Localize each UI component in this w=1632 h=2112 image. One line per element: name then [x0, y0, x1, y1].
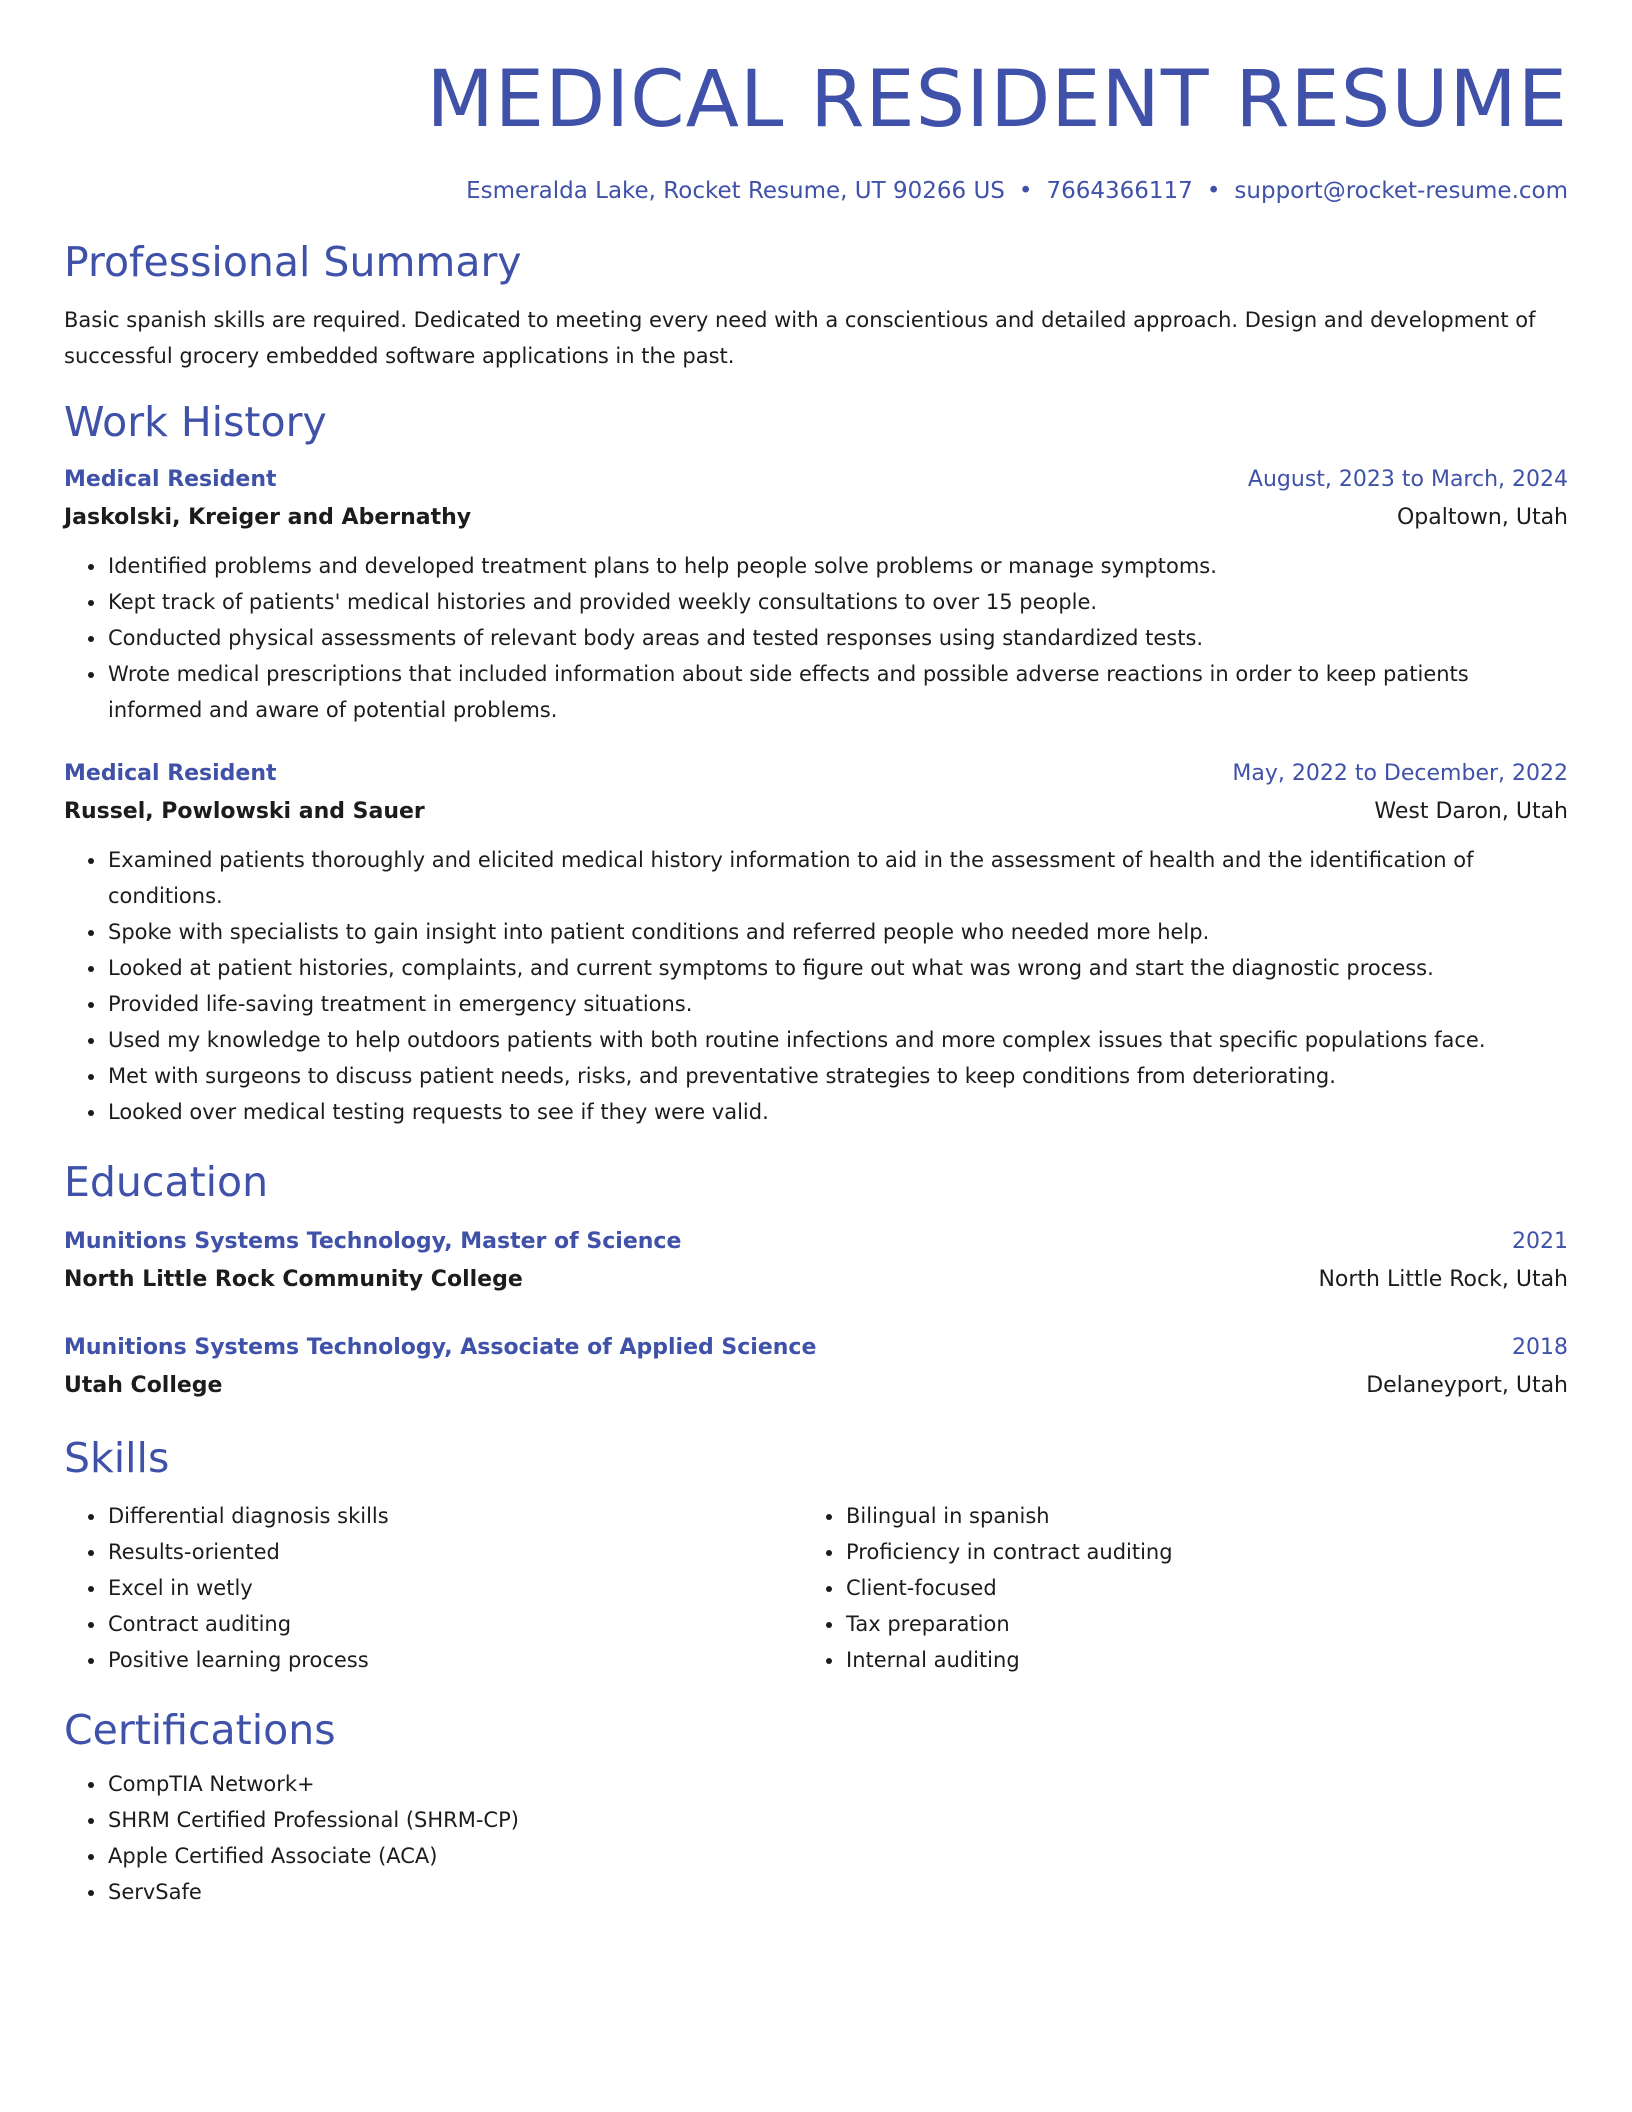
summary-heading: Professional Summary — [64, 238, 522, 286]
skill-item: • Client-focused — [845, 1570, 1540, 1606]
contact-address: Esmeralda Lake, Rocket Resume, UT 90266 US — [466, 178, 1005, 204]
graduation-year: 2021 — [1512, 1229, 1568, 1254]
education-section — [64, 1156, 1568, 1406]
degree-title: Munitions Systems Technology, Associate of Applied Science — [64, 1335, 817, 1360]
job-title: Medical Resident — [64, 761, 277, 786]
summary-section — [64, 236, 1568, 374]
skills-heading: Skills — [64, 1434, 170, 1482]
certifications-section — [64, 1704, 1568, 1910]
list-item: • Looked over medical testing requests to see if they were valid. — [107, 1094, 1568, 1130]
contact-separator: • — [1206, 178, 1221, 204]
list-item: • Examined patients thoroughly and elicited medical history information to aid in the assessment of health and the identification of conditions. — [107, 842, 1568, 914]
list-item: • Wrote medical prescriptions that included information about side effects and possible adverse reactions in order to keep patients informed and aware of potential problems. — [107, 656, 1568, 728]
job-duties-list — [64, 842, 1568, 1130]
job-company: Jaskolski, Kreiger and Abernathy — [64, 505, 472, 530]
skills-list-right — [802, 1498, 1540, 1678]
skill-item: • Differential diagnosis skills — [107, 1498, 802, 1534]
list-item: • Identified problems and developed treatment plans to help people solve problems or manage symptoms. — [107, 548, 1568, 584]
list-item: • Conducted physical assessments of relevant body areas and tested responses using standardized tests. — [107, 620, 1568, 656]
skill-item: • Contract auditing — [107, 1606, 802, 1642]
education-entry — [64, 1330, 1568, 1406]
certification-item: • CompTIA Network+ — [107, 1766, 1568, 1802]
school-name: North Little Rock Community College — [64, 1267, 523, 1292]
job-dates: August, 2023 to March, 2024 — [1247, 467, 1568, 492]
skills-list-left — [64, 1498, 802, 1678]
certifications-list — [64, 1766, 1568, 1910]
skill-item: • Tax preparation — [845, 1606, 1540, 1642]
education-heading: Education — [64, 1158, 269, 1206]
list-item: • Used my knowledge to help outdoors patients with both routine infections and more complex issues that specific populations face. — [107, 1022, 1568, 1058]
school-location: Delaneyport, Utah — [1366, 1373, 1568, 1398]
list-item: • Provided life-saving treatment in emergency situations. — [107, 986, 1568, 1022]
skills-columns — [64, 1498, 1568, 1678]
certifications-heading: Certifications — [64, 1706, 336, 1754]
job-title: Medical Resident — [64, 467, 277, 492]
job-location: West Daron, Utah — [1374, 799, 1568, 824]
job-company: Russel, Powlowski and Sauer — [64, 799, 425, 824]
degree-title: Munitions Systems Technology, Master of Science — [64, 1229, 682, 1254]
contact-email: support@rocket-resume.com — [1234, 178, 1568, 204]
contact-line — [64, 176, 1568, 206]
job-dates: May, 2022 to December, 2022 — [1232, 761, 1568, 786]
job-entry — [64, 462, 1568, 728]
skills-section — [64, 1432, 1568, 1678]
list-item: • Spoke with specialists to gain insight into patient conditions and referred people who needed more help. — [107, 914, 1568, 950]
certification-item: • ServSafe — [107, 1874, 1568, 1910]
work-history-section — [64, 396, 1568, 1130]
job-entry — [64, 756, 1568, 1130]
contact-phone: 7664366117 — [1046, 178, 1193, 204]
job-location: Opaltown, Utah — [1396, 505, 1568, 530]
list-item: • Met with surgeons to discuss patient needs, risks, and preventative strategies to keep conditions from deteriorating. — [107, 1058, 1568, 1094]
work-history-heading: Work History — [64, 398, 327, 446]
skill-item: • Excel in wetly — [107, 1570, 802, 1606]
certification-item: • SHRM Certified Professional (SHRM-CP) — [107, 1802, 1568, 1838]
job-duties-list — [64, 548, 1568, 728]
summary-text: Basic spanish skills are required. Dedicated to meeting every need with a conscientious and detailed approach. Design and development of successful grocery embedded software applications in the past. — [64, 308, 1536, 368]
resume-title: MEDICAL RESIDENT RESUME — [426, 55, 1568, 145]
skill-item: • Positive learning process — [107, 1642, 802, 1678]
skill-item: • Results-oriented — [107, 1534, 802, 1570]
skill-item: • Proficiency in contract auditing — [845, 1534, 1540, 1570]
skill-item: • Internal auditing — [845, 1642, 1540, 1678]
graduation-year: 2018 — [1512, 1335, 1568, 1360]
list-item: • Kept track of patients' medical histories and provided weekly consultations to over 15 people. — [107, 584, 1568, 620]
school-name: Utah College — [64, 1373, 223, 1398]
resume-header — [64, 50, 1568, 206]
list-item: • Looked at patient histories, complaints, and current symptoms to figure out what was wrong and start the diagnostic process. — [107, 950, 1568, 986]
contact-separator: • — [1018, 178, 1033, 204]
skill-item: • Bilingual in spanish — [845, 1498, 1540, 1534]
school-location: North Little Rock, Utah — [1318, 1267, 1568, 1292]
certification-item: • Apple Certified Associate (ACA) — [107, 1838, 1568, 1874]
education-entry — [64, 1224, 1568, 1300]
